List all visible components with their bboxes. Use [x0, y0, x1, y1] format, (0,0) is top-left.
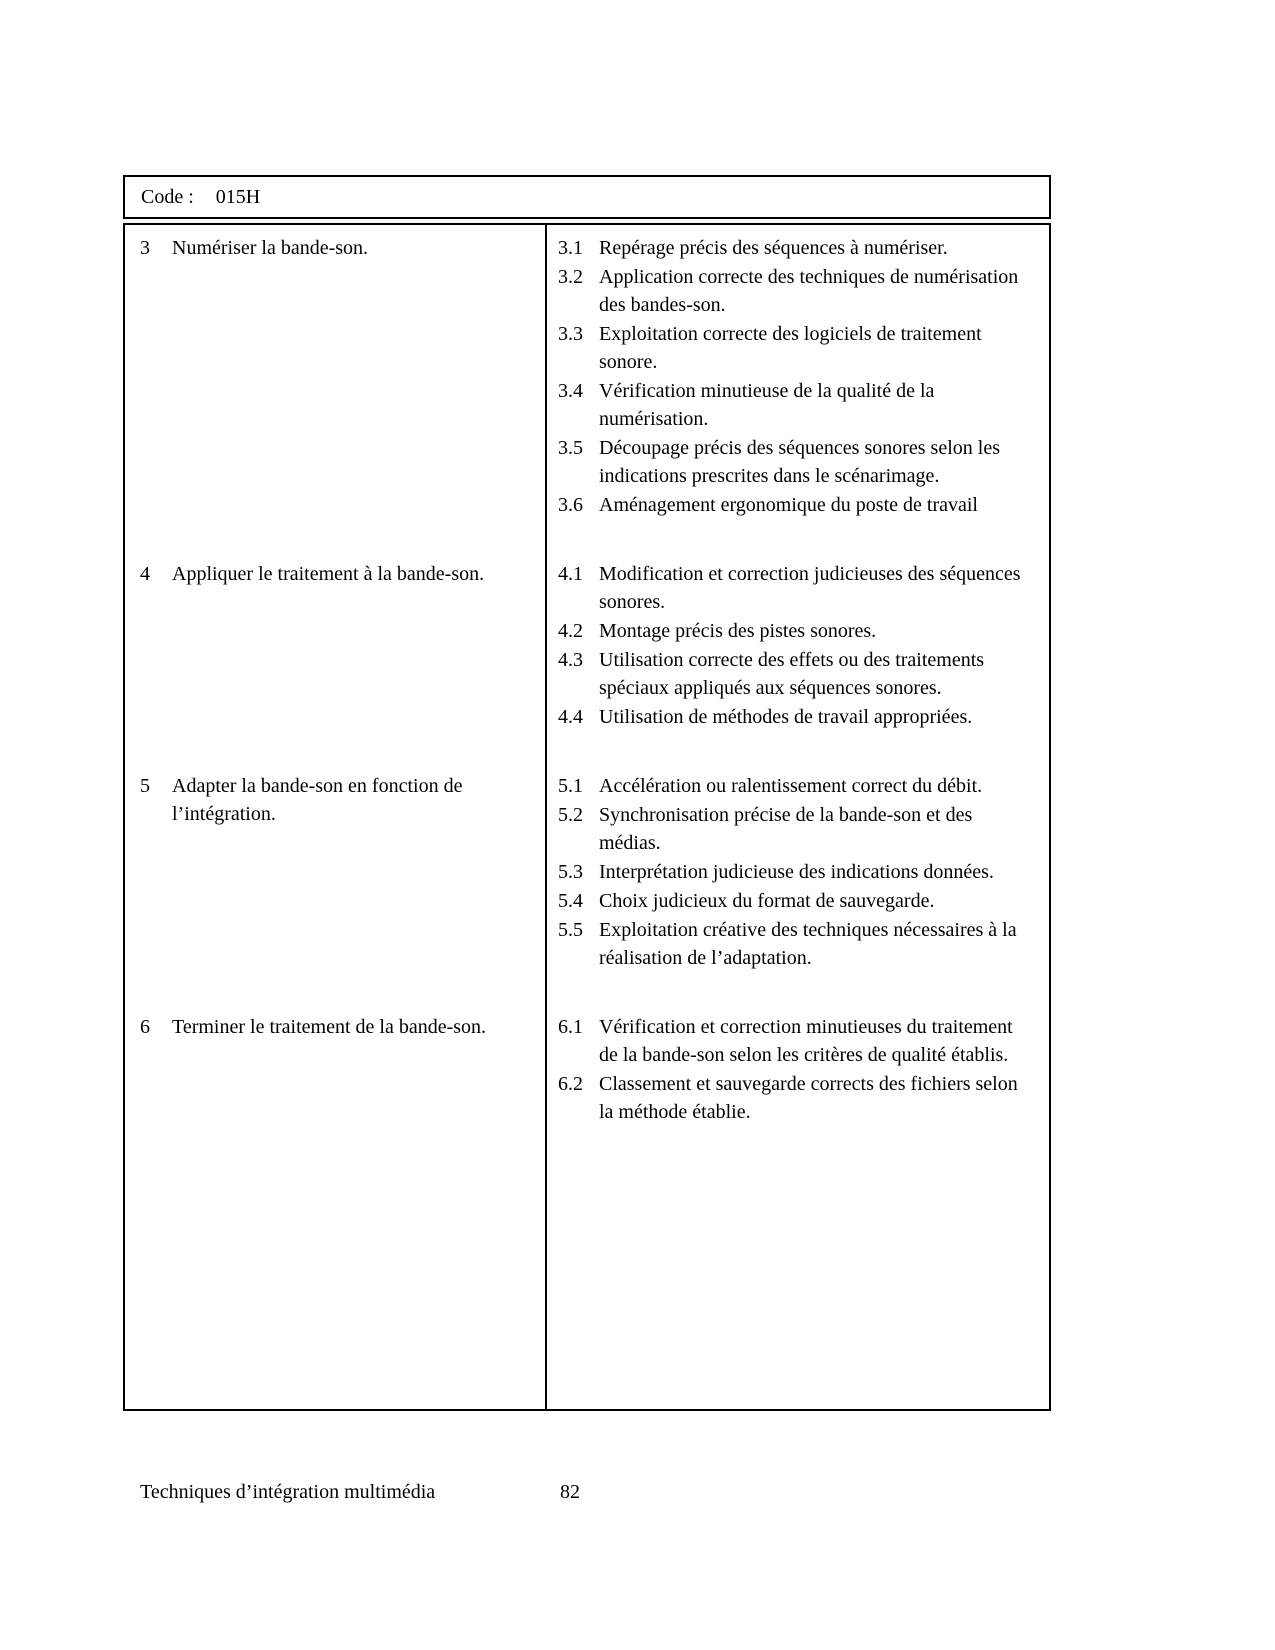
criterion-number: 4.2	[558, 620, 583, 642]
code-header-box	[123, 175, 1051, 219]
code-value: 015H	[215, 186, 261, 208]
footer-page-number: 82	[560, 1481, 580, 1503]
criteria-cell	[545, 772, 1049, 973]
criterion-text: Modification et correction judicieuses des séquences sonores.	[599, 563, 1021, 613]
criterion-number: 3.1	[558, 237, 583, 259]
criterion	[558, 772, 1035, 800]
criterion-text: Repérage précis des séquences à numériser.	[599, 237, 948, 259]
criterion-number: 5.5	[558, 919, 583, 941]
criterion-number: 3.2	[558, 266, 583, 288]
criterion	[558, 1013, 1035, 1069]
criterion	[558, 1070, 1035, 1126]
objective-number: 5	[140, 775, 150, 797]
criterion-text: Interprétation judicieuse des indications données.	[599, 861, 994, 883]
objective	[140, 1013, 521, 1041]
criterion-number: 6.2	[558, 1073, 583, 1095]
criterion	[558, 916, 1035, 972]
criterion-text: Exploitation correcte des logiciels de traitement sonore.	[599, 323, 982, 373]
criterion-text: Utilisation de méthodes de travail appropriées.	[599, 706, 973, 728]
objective-number: 4	[140, 563, 150, 585]
criterion	[558, 491, 1035, 519]
criterion-text: Exploitation créative des techniques nécessaires à la réalisation de l’adaptation.	[599, 919, 1017, 969]
criterion-number: 4.4	[558, 706, 583, 728]
criterion-number: 5.2	[558, 804, 583, 826]
criterion-number: 5.4	[558, 890, 583, 912]
code-label: Code :	[141, 186, 194, 208]
objective-text: Adapter la bande-son en fonction de l’intégration.	[172, 775, 463, 825]
criterion	[558, 377, 1035, 433]
objective-cell	[125, 234, 545, 520]
criterion-text: Aménagement ergonomique du poste de travail	[599, 494, 978, 516]
criterion	[558, 560, 1035, 616]
criterion	[558, 801, 1035, 857]
objective-text: Terminer le traitement de la bande-son.	[172, 1016, 487, 1038]
criterion	[558, 434, 1035, 490]
criterion-number: 4.3	[558, 649, 583, 671]
objective-cell	[125, 560, 545, 732]
criteria-cell	[545, 234, 1049, 520]
objectives-table	[123, 223, 1051, 1411]
criterion-number: 3.6	[558, 494, 583, 516]
objective-cell	[125, 772, 545, 973]
table-row	[125, 560, 1049, 732]
criterion-number: 5.1	[558, 775, 583, 797]
criterion-text: Application correcte des techniques de numérisation des bandes-son.	[599, 266, 1019, 316]
criterion	[558, 646, 1035, 702]
objective	[140, 234, 521, 262]
criterion-number: 6.1	[558, 1016, 583, 1038]
criterion-number: 4.1	[558, 563, 583, 585]
objective	[140, 560, 521, 588]
criterion	[558, 234, 1035, 262]
criterion	[558, 703, 1035, 731]
column-divider	[545, 225, 547, 1409]
criterion-text: Découpage précis des séquences sonores selon les indications prescrites dans le scénarimage.	[599, 437, 1000, 487]
objective	[140, 772, 521, 828]
table-row	[125, 772, 1049, 973]
objectives-table-rows	[125, 225, 1049, 1127]
criterion	[558, 887, 1035, 915]
criterion-text: Vérification et correction minutieuses du traitement de la bande-son selon les critères de qualité établis.	[599, 1016, 1013, 1066]
criterion	[558, 617, 1035, 645]
objective-number: 6	[140, 1016, 150, 1038]
criterion-number: 5.3	[558, 861, 583, 883]
criterion-text: Montage précis des pistes sonores.	[599, 620, 877, 642]
criterion-text: Synchronisation précise de la bande-son et des médias.	[599, 804, 973, 854]
criterion	[558, 263, 1035, 319]
criterion-text: Accélération ou ralentissement correct du débit.	[599, 775, 983, 797]
objective-text: Numériser la bande-son.	[172, 237, 369, 259]
criterion	[558, 858, 1035, 886]
criterion-number: 3.5	[558, 437, 583, 459]
document-body	[123, 175, 1051, 1411]
objective-number: 3	[140, 237, 150, 259]
criterion-number: 3.4	[558, 380, 583, 402]
criterion-text: Vérification minutieuse de la qualité de la numérisation.	[599, 380, 935, 430]
criterion-number: 3.3	[558, 323, 583, 345]
criterion	[558, 320, 1035, 376]
table-row	[125, 1013, 1049, 1127]
objective-cell	[125, 1013, 545, 1127]
criterion-text: Classement et sauvegarde corrects des fichiers selon la méthode établie.	[599, 1073, 1018, 1123]
table-row	[125, 234, 1049, 520]
criterion-text: Utilisation correcte des effets ou des traitements spéciaux appliqués aux séquences sonores.	[599, 649, 985, 699]
footer-document-title: Techniques d’intégration multimédia	[140, 1481, 436, 1503]
criterion-text: Choix judicieux du format de sauvegarde.	[599, 890, 935, 912]
objective-text: Appliquer le traitement à la bande-son.	[172, 563, 485, 585]
criteria-cell	[545, 560, 1049, 732]
criteria-cell	[545, 1013, 1049, 1127]
